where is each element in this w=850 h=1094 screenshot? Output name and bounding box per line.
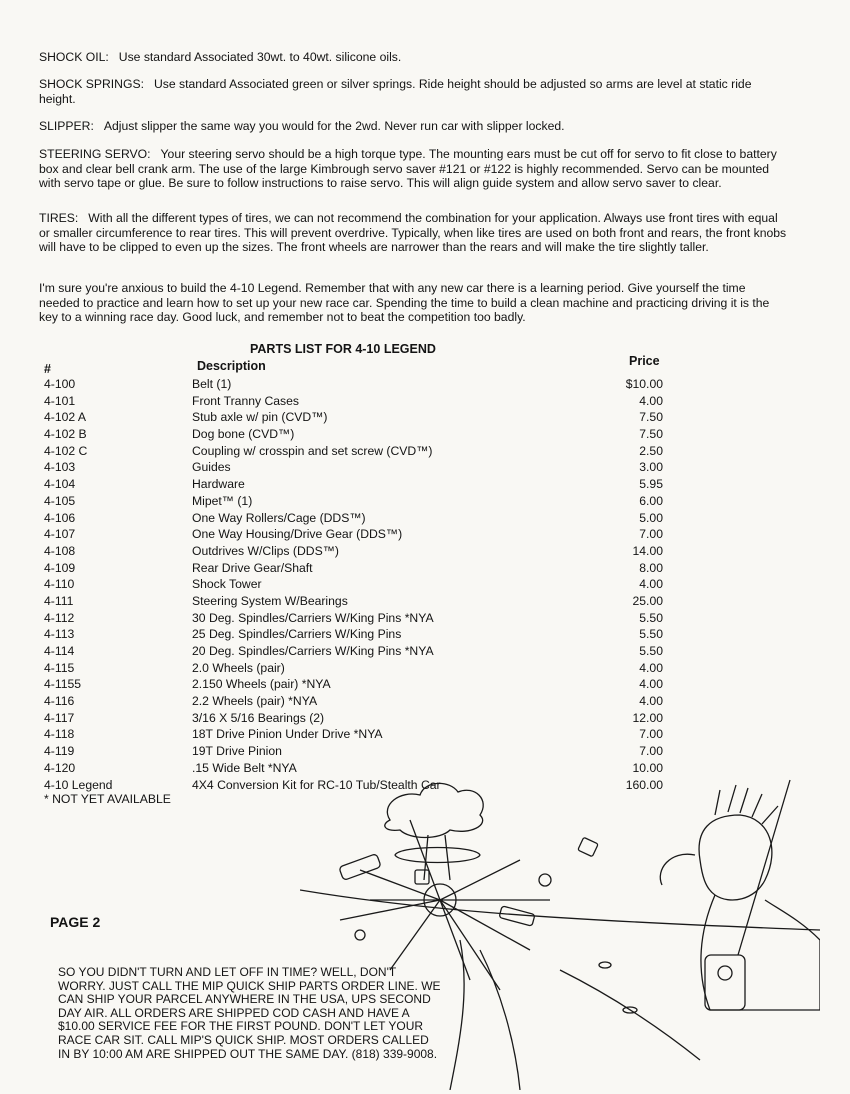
part-price: 5.00	[639, 510, 663, 525]
closing-paragraph	[39, 281, 789, 325]
part-number: 4-117	[44, 710, 75, 725]
mushroom-cloud	[385, 783, 483, 837]
parts-row	[0, 594, 850, 611]
part-description: 2.0 Wheels (pair)	[192, 660, 285, 675]
tires-paragraph	[39, 211, 789, 255]
part-number: 4-111	[44, 593, 74, 608]
part-description: Front Tranny Cases	[192, 393, 300, 408]
quick-ship-ad-text: SO YOU DIDN'T TURN AND LET OFF IN TIME? WELL, DON'T WORRY. JUST CALL THE MIP QUICK SHIP PARTS ORDER LINE. WE CAN SHIP YOUR PARCEL ANYWHERE IN THE USA, UPS SECOND DAY AIR. ALL ORDERS ARE SHIPPED COD CASH AND HAVE A $10.00 SERVICE FEE FOR THE FIRST POUND. DON'T LET YOUR RACE CAR SIT. CALL MIP'S QUICK SHIP. MOST ORDERS CALLED IN BY 10:00 AM ARE SHIPPED OUT THE SAME DAY. (818) 339-9008.	[58, 965, 441, 1061]
parts-row	[0, 644, 850, 661]
part-price: 5.95	[639, 477, 663, 492]
parts-row	[0, 577, 850, 594]
part-description: Belt (1)	[192, 377, 232, 391]
column-header-price: Price	[629, 354, 660, 368]
part-number: 4-114	[44, 644, 75, 658]
part-description: One Way Housing/Drive Gear (DDS™)	[192, 527, 403, 542]
shock-springs-paragraph	[39, 77, 789, 106]
paragraph-label: SHOCK OIL:	[39, 50, 109, 64]
parts-row	[0, 394, 850, 411]
parts-row	[0, 410, 850, 427]
part-price: 8.00	[639, 560, 663, 575]
part-description: Dog bone (CVD™)	[192, 427, 295, 442]
paragraph-label: SLIPPER:	[39, 119, 94, 133]
part-number: 4-120	[44, 760, 76, 775]
part-price: $10.00	[625, 377, 663, 391]
part-number: 4-109	[44, 560, 76, 575]
paragraph-text: With all the different types of tires, we can not recommend the combination for your application. Always use front tires with equal or smaller circumference to rear tires. This will prevent overdrive. Typically, when like tires are used on both front and rears, the front knobs will have to be clipped to even up the sizes. The front wheels are narrower than the rears and will make the tire slightly taller.	[39, 211, 787, 255]
paragraph-text: Your steering servo should be a high torque type. The mounting ears must be cut off for servo to fit close to battery box and clear bell crank arm. The use of the large Kimbrough servo saver #121 or #122 is highly recommended. Servo can be mounted with servo tape or glue. Be sure to follow instructions to raise servo. This will align guide system and allow servo saver to clear.	[39, 147, 777, 191]
part-number: 4-10 Legend	[44, 777, 113, 792]
part-price: 7.50	[639, 410, 663, 425]
paragraph-label: STEERING SERVO:	[39, 147, 151, 161]
parts-row	[0, 661, 850, 678]
parts-row	[0, 627, 850, 644]
part-number: 4-113	[44, 627, 75, 642]
parts-row	[0, 561, 850, 578]
page-number: PAGE 2	[50, 914, 101, 930]
part-number: 4-103	[44, 460, 76, 475]
part-price: 5.50	[639, 610, 663, 625]
part-price: 160.00	[625, 777, 663, 792]
part-number: 4-118	[44, 727, 75, 742]
part-price: 7.00	[639, 727, 663, 742]
part-description: Stub axle w/ pin (CVD™)	[192, 410, 328, 425]
parts-list-title: PARTS LIST FOR 4-10 LEGEND	[250, 342, 436, 356]
part-description: Coupling w/ crosspin and set screw (CVD™)	[192, 443, 433, 458]
part-number: 4-102 B	[44, 427, 87, 442]
crash-cartoon-illustration	[300, 760, 820, 1090]
part-price: 4.00	[639, 677, 663, 692]
part-description: 25 Deg. Spindles/Carriers W/King Pins	[192, 627, 402, 642]
part-price: 12.00	[632, 710, 663, 725]
part-price: 14.00	[632, 543, 663, 558]
part-number: 4-102 C	[44, 443, 88, 458]
part-price: 7.00	[639, 744, 663, 759]
part-price: 6.00	[639, 493, 663, 508]
steering-servo-paragraph	[39, 147, 789, 191]
parts-row	[0, 544, 850, 561]
parts-row	[0, 677, 850, 694]
radio-transmitter	[705, 955, 745, 1010]
parts-table	[0, 377, 850, 794]
parts-row	[0, 460, 850, 477]
part-description: Outdrives W/Clips (DDS™)	[192, 543, 339, 558]
part-price: 2.50	[639, 443, 663, 458]
part-description: .15 Wide Belt *NYA	[192, 760, 297, 775]
part-number: 4-112	[44, 610, 75, 625]
part-number: 4-110	[44, 577, 75, 592]
explosion-burst	[340, 820, 550, 990]
part-number: 4-1155	[44, 677, 82, 692]
parts-row	[0, 427, 850, 444]
parts-row	[0, 377, 850, 394]
part-description: 19T Drive Pinion	[192, 744, 282, 759]
part-number: 4-116	[44, 694, 75, 709]
column-header-number: #	[44, 362, 51, 376]
part-price: 7.50	[639, 427, 663, 442]
part-description: Mipet™ (1)	[192, 493, 253, 508]
part-price: 3.00	[639, 460, 663, 475]
driver-figure	[699, 815, 772, 900]
part-description: Hardware	[192, 477, 245, 492]
part-number: 4-100	[44, 377, 76, 391]
part-number: 4-102 A	[44, 410, 87, 425]
part-description: 30 Deg. Spindles/Carriers W/King Pins *NYA	[192, 610, 434, 625]
part-description: 20 Deg. Spindles/Carriers W/King Pins *NYA	[192, 644, 434, 658]
not-yet-available-footnote: * NOT YET AVAILABLE	[44, 792, 171, 806]
part-price: 5.50	[639, 644, 663, 658]
paragraph-text: Use standard Associated 30wt. to 40wt. silicone oils.	[118, 50, 402, 64]
slipper-paragraph	[39, 119, 789, 134]
part-number: 4-108	[44, 543, 76, 558]
parts-row	[0, 611, 850, 628]
part-price: 4.00	[639, 694, 663, 709]
part-description: One Way Rollers/Cage (DDS™)	[192, 510, 366, 525]
part-number: 4-101	[44, 393, 76, 408]
parts-row	[0, 694, 850, 711]
part-price: 10.00	[632, 760, 663, 775]
parts-row	[0, 444, 850, 461]
paragraph-text: Use standard Associated green or silver springs. Ride height should be adjusted so arms are level at static ride height.	[39, 77, 752, 106]
part-description: 2.150 Wheels (pair) *NYA	[192, 677, 331, 692]
paragraph-label: TIRES:	[39, 211, 79, 225]
part-number: 4-104	[44, 477, 76, 492]
part-description: 3/16 X 5/16 Bearings (2)	[192, 710, 325, 725]
parts-row	[0, 477, 850, 494]
part-price: 25.00	[632, 593, 663, 608]
part-description: 2.2 Wheels (pair) *NYA	[192, 694, 318, 709]
parts-row	[0, 727, 850, 744]
part-price: 4.00	[639, 393, 663, 408]
part-number: 4-115	[44, 660, 75, 675]
part-description: Rear Drive Gear/Shaft	[192, 560, 313, 575]
shock-oil-paragraph	[39, 50, 789, 65]
track-ground	[300, 890, 820, 930]
part-description: 18T Drive Pinion Under Drive *NYA	[192, 727, 383, 742]
part-price: 4.00	[639, 660, 663, 675]
part-description: Steering System W/Bearings	[192, 593, 348, 608]
paragraph-text: Adjust slipper the same way you would for the 2wd. Never run car with slipper locked.	[103, 119, 565, 133]
column-header-description: Description	[197, 359, 266, 373]
part-price: 5.50	[639, 627, 663, 642]
part-description: 4X4 Conversion Kit for RC-10 Tub/Stealth Car	[192, 777, 441, 792]
parts-row	[0, 527, 850, 544]
part-number: 4-107	[44, 527, 76, 542]
part-price: 7.00	[639, 527, 663, 542]
parts-row	[0, 511, 850, 528]
parts-row	[0, 711, 850, 728]
part-number: 4-119	[44, 744, 75, 759]
paragraph-label: SHOCK SPRINGS:	[39, 77, 144, 91]
parts-row	[0, 744, 850, 761]
part-description: Guides	[192, 460, 231, 475]
parts-row	[0, 494, 850, 511]
part-number: 4-106	[44, 510, 76, 525]
paragraph-text: I'm sure you're anxious to build the 4-10 Legend. Remember that with any new car there is a learning period. Give yourself the time needed to practice and learn how to set up your new race car. Spending the time to build a clean machine and practicing driving it is the key to a winning race day. Good luck, and remember not to beat the competition too badly.	[39, 281, 770, 325]
part-number: 4-105	[44, 493, 76, 508]
part-price: 4.00	[639, 577, 663, 592]
part-description: Shock Tower	[192, 577, 262, 592]
